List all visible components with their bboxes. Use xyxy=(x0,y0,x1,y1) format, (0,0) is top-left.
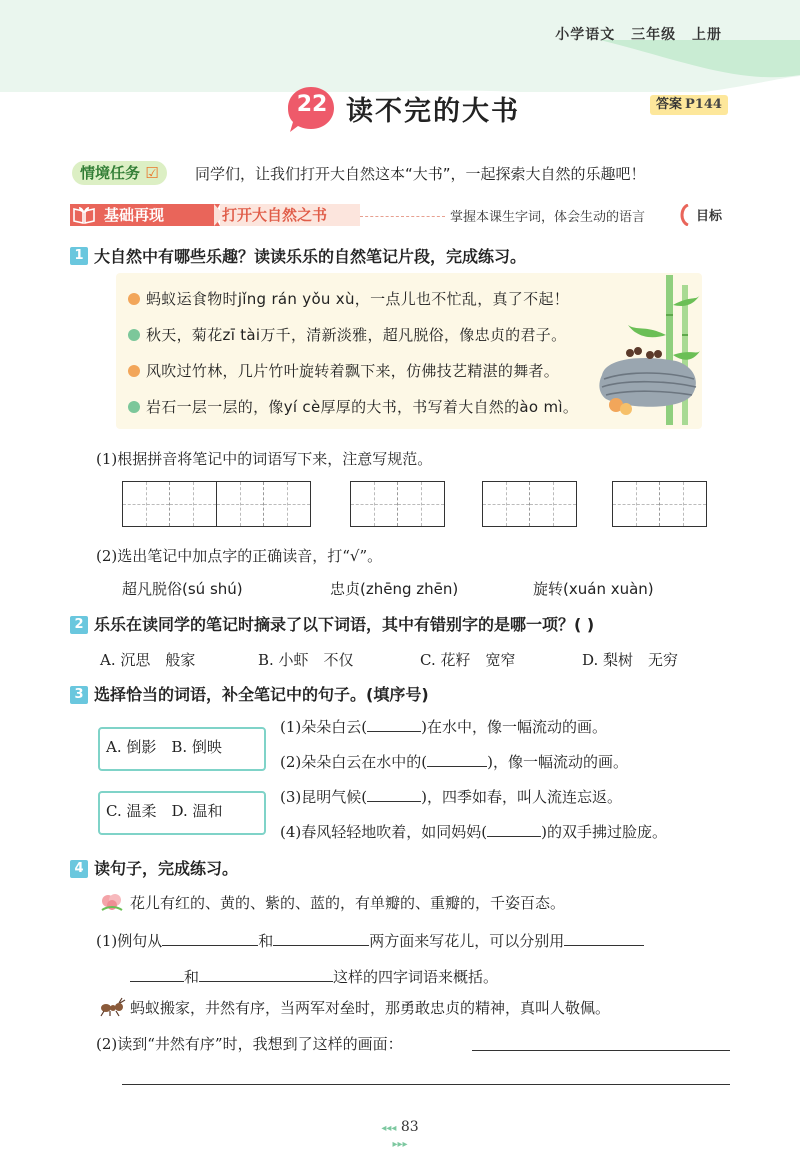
writing-grid-4[interactable] xyxy=(612,481,707,527)
flower-icon xyxy=(98,892,126,914)
q2-option-b[interactable]: B. 小虾 不仅 xyxy=(258,651,354,669)
question-number-1: 1 xyxy=(70,247,88,265)
answer-blank[interactable] xyxy=(564,945,644,946)
q1-sub2: (2)选出笔记中加点字的正确读音，打“√”。 xyxy=(96,547,383,565)
task-label: 情境任务 ☑ xyxy=(72,161,167,185)
word-option-box-1: A. 倒影 B. 倒映 xyxy=(98,727,266,771)
answer-blank[interactable] xyxy=(130,981,184,982)
q4-sentence-1: 花儿有红的、黄的、紫的、蓝的，有单瓣的、重瓣的，千姿百态。 xyxy=(130,894,566,912)
q2-option-a[interactable]: A. 沉思 般家 xyxy=(100,651,196,669)
q3-sentence-1: (1)朵朵白云( )在水中，像一幅流动的画。 xyxy=(280,718,607,736)
answer-blank[interactable] xyxy=(273,945,369,946)
flower-bullet-icon xyxy=(128,401,140,413)
q2-option-c[interactable]: C. 花籽 宽窄 xyxy=(420,651,516,669)
pinyin-choice-3[interactable]: 旋转(xuán xuàn) xyxy=(533,580,654,598)
volume-label: 上册 xyxy=(692,27,722,43)
lesson-number: 22 xyxy=(296,92,328,117)
word-option-box-2: C. 温柔 D. 温和 xyxy=(98,791,266,835)
question-4-text: 读句子，完成练习。 xyxy=(94,859,239,878)
answer-label: 答案 xyxy=(656,97,683,112)
writing-grid-2[interactable] xyxy=(350,481,445,527)
flower-bullet-icon xyxy=(128,293,140,305)
writing-grid-3[interactable] xyxy=(482,481,577,527)
pinyin-choice-2[interactable]: 忠贞(zhēng zhēn) xyxy=(330,580,459,598)
ant-icon xyxy=(98,996,126,1018)
flower-bullet-icon xyxy=(128,365,140,377)
writing-grid-1[interactable] xyxy=(122,481,311,527)
question-number-2: 2 xyxy=(70,616,88,634)
lesson-title: 读不完的大书 xyxy=(346,96,520,127)
answer-blank[interactable] xyxy=(367,731,421,732)
answer-line[interactable] xyxy=(122,1084,730,1085)
flower-bullet-icon xyxy=(128,329,140,341)
section-goal-text: 掌握本课生字词，体会生动的语言 xyxy=(450,210,646,225)
note-line-3: 风吹过竹林，几片竹叶旋转着飘下来，仿佛技艺精湛的舞者。 xyxy=(128,360,559,381)
question-number-4: 4 xyxy=(70,860,88,878)
right-arrows-icon: ▸▸▸ xyxy=(392,1139,408,1150)
q4-sub1-line1: (1)例句从 和 两方面来写花儿，可以分别用 xyxy=(96,930,644,951)
answer-tag[interactable] xyxy=(650,95,728,115)
pinyin-choice-1[interactable]: 超凡脱俗(sú shú) xyxy=(122,580,243,598)
q4-sentence-2: 蚂蚁搬家，井然有序，当两军对垒时，那勇敢忠贞的精神，真叫人敬佩。 xyxy=(130,999,611,1017)
grade-label: 三年级 xyxy=(631,27,677,43)
note-line-1: 蚂蚁运食物时jǐng rán yǒu xù，一点儿也不忙乱，真了不起！ xyxy=(128,288,569,309)
section-subtitle: 打开大自然之书 xyxy=(222,206,328,224)
answer-blank[interactable] xyxy=(427,766,487,767)
note-line-2: 秋天，菊花zī tài万千，清新淡雅，超凡脱俗，像忠贞的君子。 xyxy=(128,324,566,345)
section-divider xyxy=(360,216,445,217)
question-1-text: 大自然中有哪些乐趣？读读乐乐的自然笔记片段，完成练习。 xyxy=(94,247,527,266)
note-line-4: 岩石一层一层的，像yí cè厚厚的大书，书写着大自然的ào mì。 xyxy=(128,396,578,417)
page-number: ◂◂◂ 83 ▸▸▸ xyxy=(381,1119,419,1150)
answer-blank[interactable] xyxy=(487,836,541,837)
question-number-3: 3 xyxy=(70,686,88,704)
left-arrows-icon: ◂◂◂ xyxy=(381,1123,397,1134)
answer-blank[interactable] xyxy=(367,801,421,802)
bamboo-rock-illustration xyxy=(596,275,702,427)
header-info xyxy=(555,24,722,44)
answer-line[interactable] xyxy=(472,1050,730,1051)
q3-sentence-2: (2)朵朵白云在水中的( )，像一幅流动的画。 xyxy=(280,753,628,771)
answer-page: P144 xyxy=(685,97,722,112)
q4-sub2: (2)读到“井然有序”时，我想到了这样的画面： xyxy=(96,1035,403,1053)
subject-label: 小学语文 xyxy=(555,27,616,43)
question-2-text: 乐乐在读同学的笔记时摘录了以下词语，其中有错别字的是哪一项？( ) xyxy=(94,615,595,634)
q1-sub1: (1)根据拼音将笔记中的词语写下来，注意写规范。 xyxy=(96,450,433,468)
section-goal-tag: 目标 xyxy=(696,209,723,224)
check-box-icon: ☑ xyxy=(145,164,159,182)
book-plant-icon xyxy=(72,205,96,225)
q3-sentence-4: (4)春风轻轻地吹着，如同妈妈( )的双手拂过脸庞。 xyxy=(280,823,667,841)
q2-option-d[interactable]: D. 梨树 无穷 xyxy=(582,651,679,669)
q4-sub1-line2: 和 这样的四字词语来概括。 xyxy=(130,966,498,987)
q3-sentence-3: (3)昆明气候( )，四季如春，叫人流连忘返。 xyxy=(280,788,622,806)
question-3-text: 选择恰当的词语，补全笔记中的句子。(填序号) xyxy=(94,685,429,704)
task-text: 同学们，让我们打开大自然这本“大书”，一起探索大自然的乐趣吧！ xyxy=(195,165,646,183)
section-title: 基础再现 xyxy=(104,206,165,224)
answer-blank[interactable] xyxy=(199,981,333,982)
answer-blank[interactable] xyxy=(162,945,258,946)
